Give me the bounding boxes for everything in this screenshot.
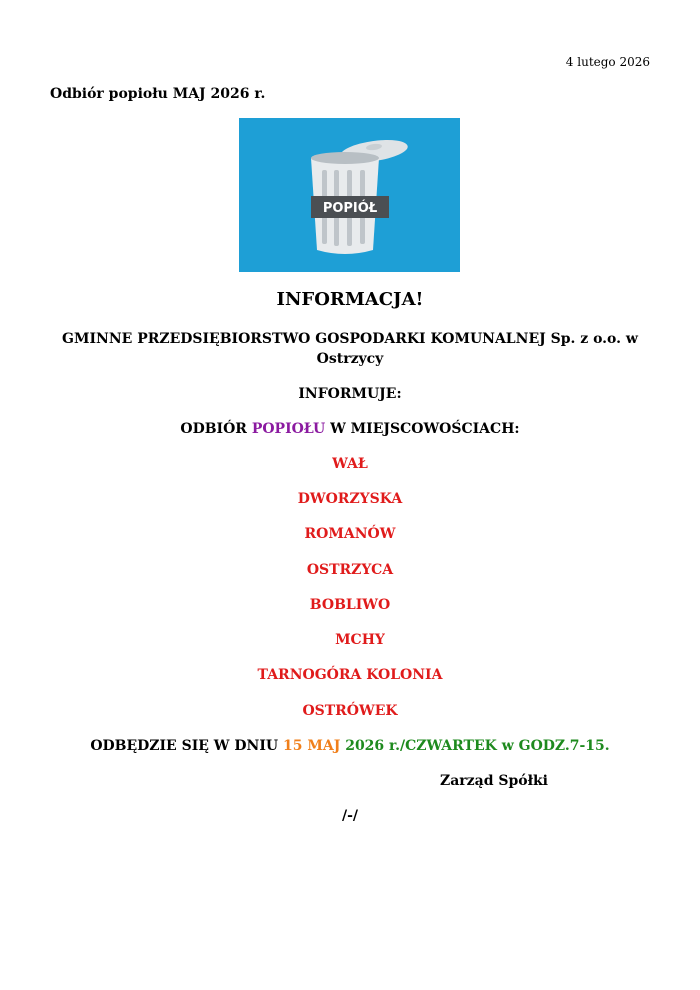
place-item: OSTRÓWEK [302,703,398,719]
board-signature: Zarząd Spółki [440,773,548,789]
date-day: 15 MAJ [282,738,341,754]
pickup-suffix: W MIEJSCOWOŚCIACH: [325,421,520,437]
ash-bin-image [239,118,460,272]
date-suffix: 2026 r./CZWARTEK w GODZ.7-15. [340,738,610,754]
bin-label: POPIÓŁ [322,201,378,216]
place-item: ROMANÓW [304,526,396,542]
informs-label: INFORMUJE: [298,386,402,402]
date-prefix: ODBĘDZIE SIĘ W DNIU [90,738,283,754]
place-item: DWORZYSKA [297,491,403,507]
pickup-prefix: ODBIÓR [180,421,252,437]
signature-mark: /-/ [341,808,359,824]
pickup-date-line [0,738,700,754]
pickup-highlight: POPIOŁU [251,421,326,437]
document-heading: Odbiór popiołu MAJ 2026 r. [50,86,266,102]
pickup-line [0,421,700,437]
document-date: 4 lutego 2026 [565,55,650,69]
place-item: TARNOGÓRA KOLONIA [257,667,443,683]
place-item: BOBLIWO [309,597,391,613]
company-name: GMINNE PRZEDSIĘBIORSTWO GOSPODARKI KOMUNALNEJ Sp. z o.o. w Ostrzycy [62,331,638,367]
info-title: INFORMACJA! [276,289,424,310]
place-item: WAŁ [332,456,368,472]
place-item: MCHY [335,632,385,648]
place-item: OSTRZYCA [306,562,394,578]
